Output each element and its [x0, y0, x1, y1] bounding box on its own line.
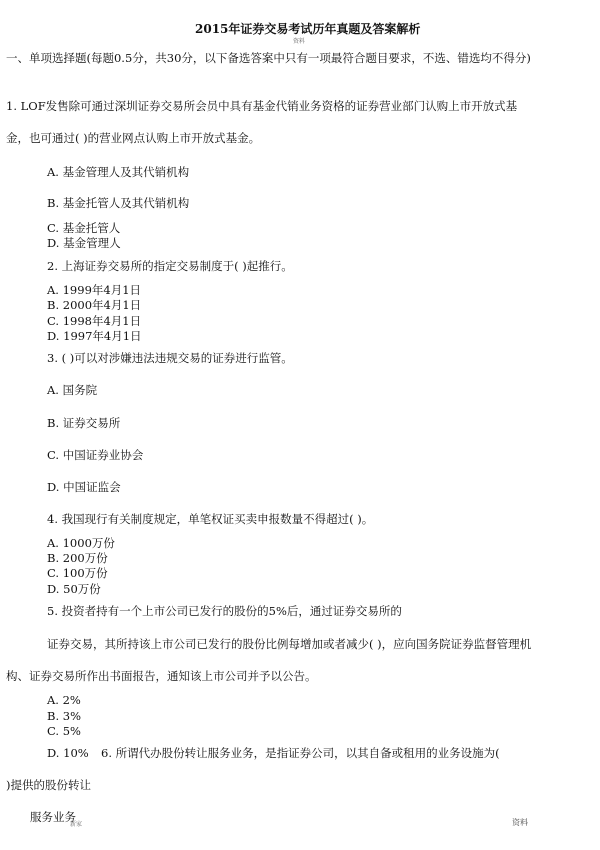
- q3-option-a: A. 国务院: [47, 383, 98, 397]
- q2-option-c: C. 1998年4月1日: [47, 314, 142, 328]
- section-heading: 一、单项选择题(每题0.5分，共30分，以下备选答案中只有一项最符合题目要求，不选、错选均不得分): [6, 51, 531, 65]
- document-title: 2015年证券交易考试历年真题及答案解析: [195, 22, 421, 36]
- footer-left-mark: 新家: [70, 821, 83, 828]
- title-watermark: 资料: [293, 38, 306, 45]
- q3-option-c: C. 中国证券业协会: [47, 448, 144, 462]
- q3-option-b: B. 证券交易所: [47, 416, 121, 430]
- q5-stem-line2: 证券交易，其所持该上市公司已发行的股份比例每增加或者减少( )，应向国务院证券监督管理机: [47, 637, 532, 651]
- q2-option-a: A. 1999年4月1日: [47, 283, 142, 297]
- q2-option-d: D. 1997年4月1日: [47, 329, 142, 343]
- q2-option-b: B. 2000年4月1日: [47, 298, 142, 312]
- q5-option-d: D. 10%: [47, 746, 89, 760]
- q6-stem-line1: 6. 所谓代办股份转让服务业务，是指证券公司，以其自备或租用的业务设施为(: [101, 746, 500, 760]
- q5-option-a: A. 2%: [47, 693, 81, 707]
- q1-stem-line1: 1. LOF发售除可通过深圳证券交易所会员中具有基金代销业务资格的证券营业部门认购上市开放式基: [6, 99, 518, 113]
- q4-option-d: D. 50万份: [47, 582, 101, 596]
- q4-option-b: B. 200万份: [47, 551, 108, 565]
- q1-option-d: D. 基金管理人: [47, 236, 121, 250]
- q5-stem-line1: 5. 投资者持有一个上市公司已发行的股份的5%后，通过证券交易所的: [47, 604, 402, 618]
- q1-stem-line2: 金，也可通过( )的营业网点认购上市开放式基金。: [6, 131, 261, 145]
- q5-option-b: B. 3%: [47, 709, 82, 723]
- q1-option-b: B. 基金托管人及其代销机构: [47, 196, 190, 210]
- q1-option-c: C. 基金托管人: [47, 221, 121, 235]
- q5-stem-line3: 构、证券交易所作出书面报告，通知该上市公司并予以公告。: [6, 669, 317, 683]
- q5-option-c: C. 5%: [47, 724, 81, 738]
- footer-right-mark: 资料: [512, 818, 528, 827]
- q6-stem-line3: 服务业务: [30, 810, 76, 824]
- q4-option-a: A. 1000万份: [47, 536, 115, 550]
- q3-option-d: D. 中国证监会: [47, 480, 121, 494]
- q4-option-c: C. 100万份: [47, 566, 108, 580]
- q2-stem: 2. 上海证券交易所的指定交易制度于( )起推行。: [47, 259, 293, 273]
- q6-stem-line2: )提供的股份转让: [6, 778, 91, 792]
- q4-stem: 4. 我国现行有关制度规定，单笔权证买卖申报数量不得超过( )。: [47, 512, 374, 526]
- q3-stem: 3. ( )可以对涉嫌违法违规交易的证券进行监管。: [47, 351, 293, 365]
- q1-option-a: A. 基金管理人及其代销机构: [47, 165, 190, 179]
